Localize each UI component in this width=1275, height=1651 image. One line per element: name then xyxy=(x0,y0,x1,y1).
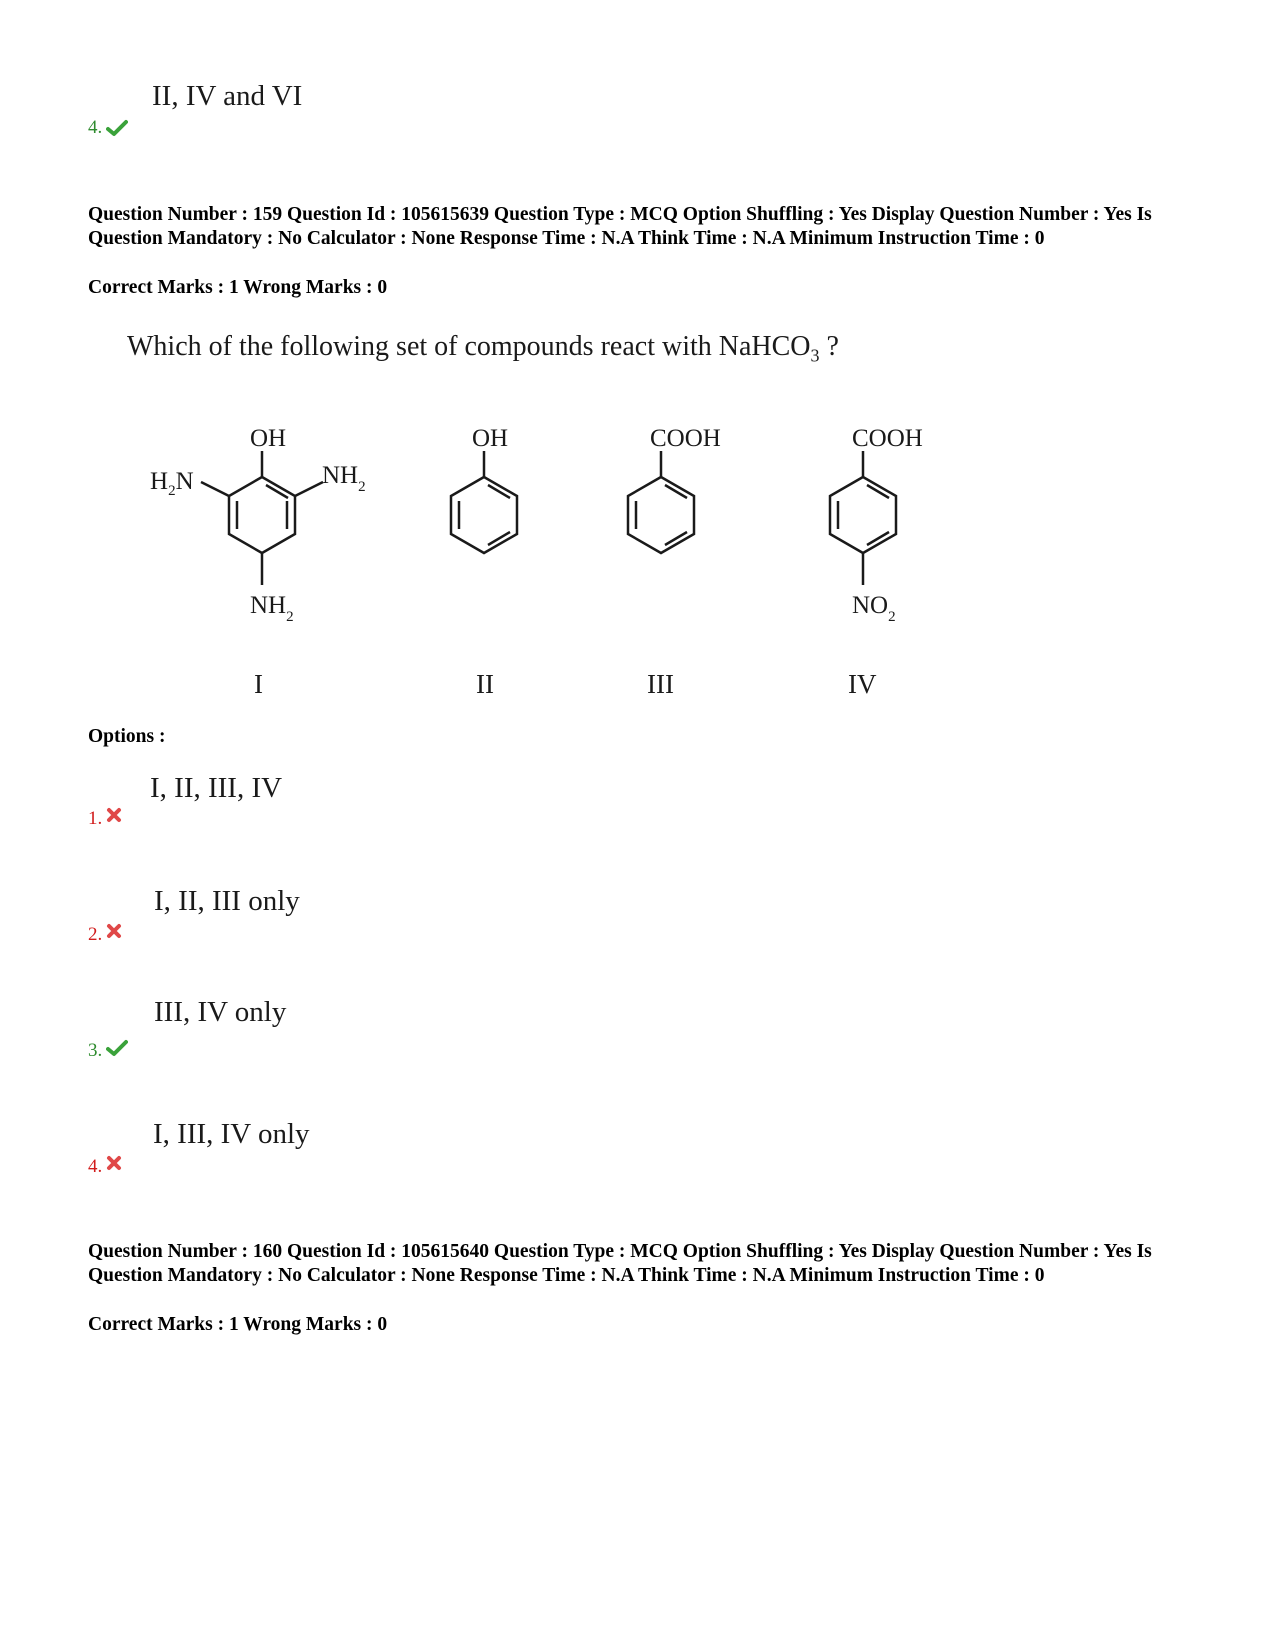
question-text-prefix: Which of the following set of compounds react with NaHCO xyxy=(127,331,811,362)
question-159-marks: Correct Marks : 1 Wrong Marks : 0 xyxy=(88,277,388,298)
cross-icon xyxy=(106,807,122,823)
svg-text:NH2 xyxy=(322,462,366,495)
question-160-marks: Correct Marks : 1 Wrong Marks : 0 xyxy=(88,1314,388,1335)
structure-i-left-sub: 2 xyxy=(168,483,176,499)
svg-text:H2N xyxy=(150,468,194,499)
structure-ii-top-group: OH xyxy=(472,425,509,452)
question-text-subscript: 3 xyxy=(810,345,820,366)
structure-ii-label: II xyxy=(476,669,494,699)
structure-i-right-group: NH xyxy=(322,462,359,489)
structures-diagram xyxy=(130,415,990,715)
structure-iii-label: III xyxy=(647,669,674,699)
cross-icon xyxy=(106,1155,122,1171)
structure-i-left-group: H xyxy=(150,468,169,495)
option-2-number: 2. xyxy=(88,924,103,945)
structure-i-label: I xyxy=(254,669,263,699)
option-4-text: I, III, IV only xyxy=(153,1118,310,1150)
options-label: Options : xyxy=(88,726,166,747)
structure-iv xyxy=(830,425,923,699)
question-159-meta: Question Number : 159 Question Id : 105615639 Question Type : MCQ Option Shuffling : Yes Display Question Number : Yes Is Question Mandatory : No Calculator : None Response Time : N.A Think Time : N.A Minimum Instruction Time : 0 xyxy=(88,204,1152,249)
structure-iv-top-group: COOH xyxy=(852,425,923,452)
option-4-number: 4. xyxy=(88,1156,103,1177)
prev-option-4-number: 4. xyxy=(88,117,103,138)
option-3-text: III, IV only xyxy=(154,996,287,1028)
structure-iii xyxy=(628,425,721,699)
structure-i-bottom-sub: 2 xyxy=(286,609,294,625)
question-text-suffix: ? xyxy=(819,331,839,362)
option-2-text: I, II, III only xyxy=(154,885,300,917)
check-icon xyxy=(106,119,128,137)
structure-i-left-tail: N xyxy=(175,468,194,495)
structure-iv-bottom-group: NO xyxy=(852,592,889,619)
check-icon xyxy=(106,1039,128,1057)
option-2[interactable] xyxy=(88,924,122,946)
structure-iv-bottom-sub: 2 xyxy=(888,609,896,625)
svg-text:NO2 xyxy=(852,592,896,625)
question-159-text xyxy=(127,331,839,367)
structure-iii-top-group: COOH xyxy=(650,425,721,452)
cross-icon xyxy=(106,923,122,939)
option-1-text: I, II, III, IV xyxy=(150,772,283,804)
option-4[interactable] xyxy=(88,1156,122,1178)
structure-i-top-group: OH xyxy=(250,425,287,452)
option-1-number: 1. xyxy=(88,808,103,829)
structure-iv-label: IV xyxy=(848,669,877,699)
question-160-meta: Question Number : 160 Question Id : 105615640 Question Type : MCQ Option Shuffling : Yes Display Question Number : Yes Is Question Mandatory : No Calculator : None Response Time : N.A Think Time : N.A Minimum Instruction Time : 0 xyxy=(88,1241,1152,1286)
option-3-number: 3. xyxy=(88,1040,103,1061)
structure-i xyxy=(150,425,366,699)
prev-option-4[interactable] xyxy=(88,117,128,139)
structure-i-right-sub: 2 xyxy=(358,479,366,495)
structure-i-bottom-group: NH xyxy=(250,592,287,619)
structure-ii xyxy=(451,425,517,699)
prev-option-4-text: II, IV and VI xyxy=(152,80,303,112)
svg-text:NH2 xyxy=(250,592,294,625)
option-3[interactable] xyxy=(88,1040,128,1062)
option-1[interactable] xyxy=(88,808,122,830)
